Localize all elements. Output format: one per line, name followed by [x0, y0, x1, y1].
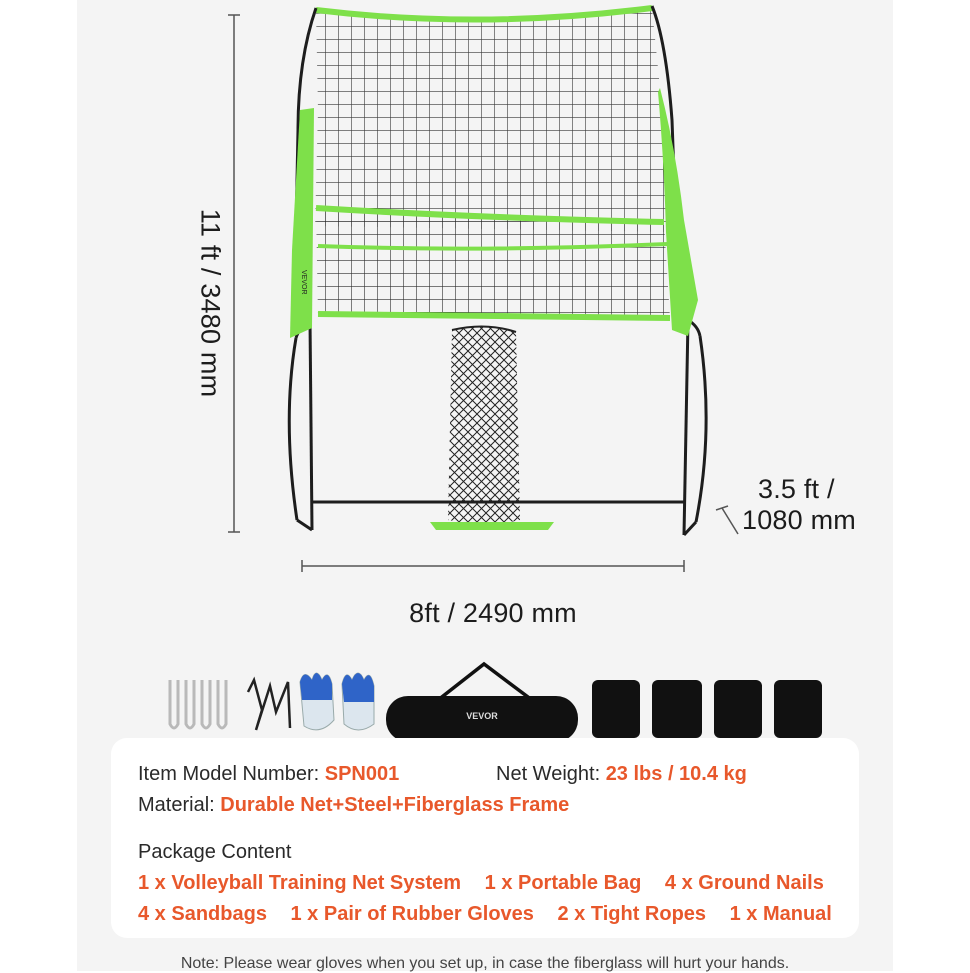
net-brand-label: VEVOR: [300, 270, 307, 295]
depth-label-line2: 1080 mm: [742, 505, 856, 535]
tight-ropes-image: [248, 680, 290, 730]
material-value: Durable Net+Steel+Fiberglass Frame: [220, 794, 570, 816]
bag-brand-label: VEVOR: [466, 711, 498, 721]
material-label: Material:: [138, 794, 215, 816]
main-net: [290, 6, 698, 338]
package-heading: Package Content: [138, 841, 292, 863]
package-item: 4 x Ground Nails: [664, 872, 824, 894]
depth-dimension-line: [716, 506, 738, 534]
package-item: 1 x Pair of Rubber Gloves: [290, 903, 534, 925]
height-label: 11 ft / 3480 mm: [195, 208, 226, 398]
height-dimension-line: [228, 15, 240, 532]
weight-row: [496, 763, 747, 786]
width-label: 8ft / 2490 mm: [409, 598, 577, 628]
model-value: SPN001: [324, 763, 400, 785]
rubber-gloves-image: [300, 673, 374, 730]
safety-note: Note: Please wear gloves when you set up, in case the fiberglass will hurt your hands.: [180, 955, 790, 972]
weight-value: 23 lbs / 10.4 kg: [605, 763, 747, 785]
model-row: [138, 763, 399, 786]
package-row-1: [138, 872, 842, 895]
material-row: [138, 794, 569, 817]
package-item: 1 x Portable Bag: [484, 872, 642, 894]
width-dimension-line: [302, 560, 684, 572]
model-label: Item Model Number:: [138, 763, 320, 785]
package-row-2: [138, 903, 850, 926]
package-item: 4 x Sandbags: [138, 903, 267, 925]
sandbags-image: [592, 680, 822, 738]
depth-label-line1: 3.5 ft /: [758, 474, 835, 504]
ground-nails-image: [170, 680, 226, 728]
depth-label: [742, 474, 856, 536]
weight-label: Net Weight:: [496, 763, 601, 785]
ball-chute: [430, 326, 554, 530]
package-item: 1 x Manual: [729, 903, 832, 925]
package-item: 1 x Volleyball Training Net System: [138, 872, 462, 894]
package-item: 2 x Tight Ropes: [557, 903, 707, 925]
portable-bag-image: [386, 664, 578, 742]
